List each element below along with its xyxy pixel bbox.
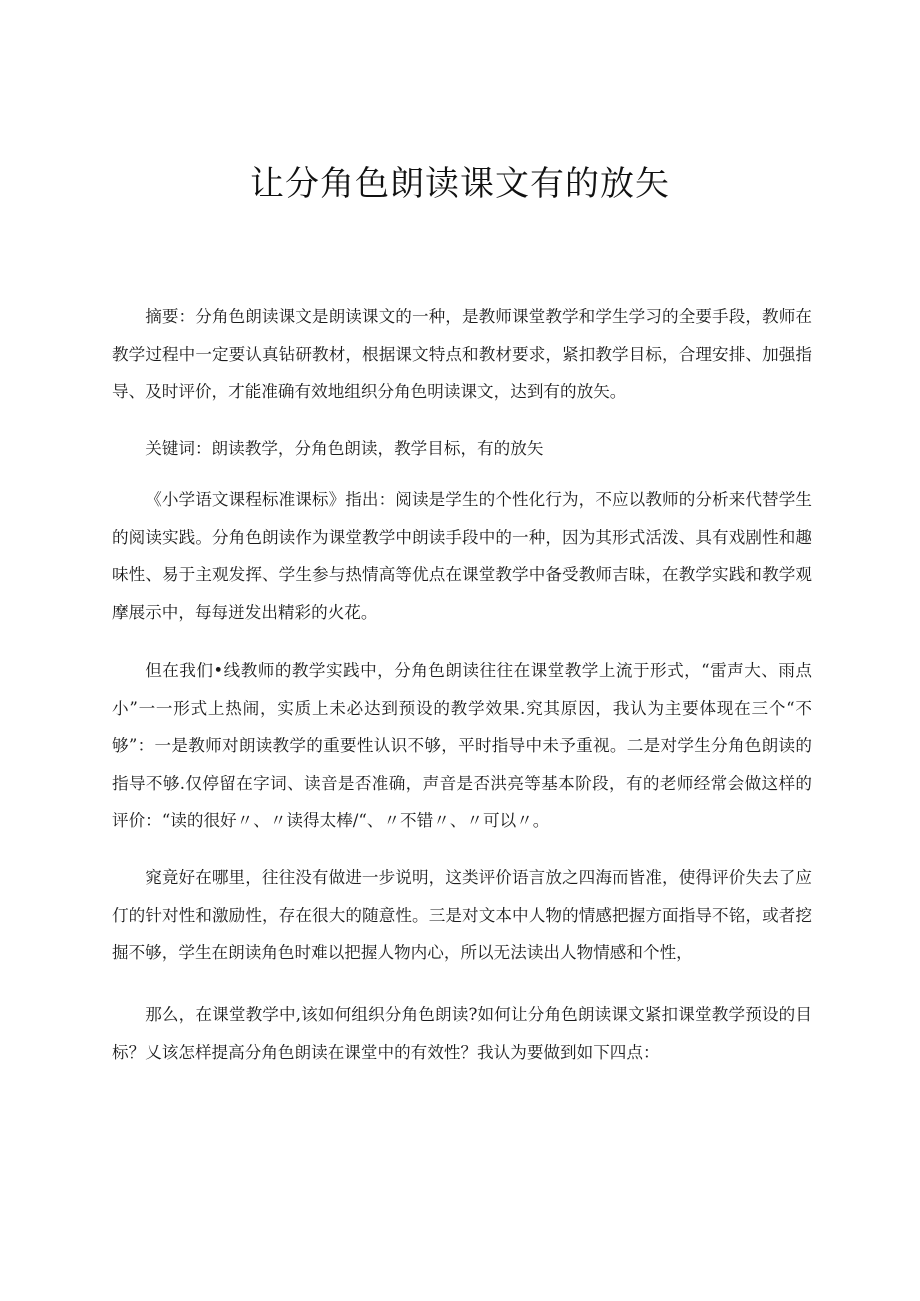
- body-paragraph-3: 窕竟好在哪里，往往没有做进一步说明，这类评价语言放之四海而皆准，使得评价失去了应仃的针对性和激励性，存在很大的随意性。三是对文本中人物的情感把握方面指导不铭，或者挖掘不够，学生在朗读角色时难以把握人物内心，所以无法读出人物情感和个性，: [112, 868, 812, 962]
- document-title: 让分角色朗读课文有的放矢: [250, 164, 670, 204]
- abstract-paragraph: 摘要：分角色朗读课文是朗读课文的一种，是教师课堂教学和学生学习的全要手段，教师在教学过程中一定要认真钻研教材，根据课文特点和教材要求，紧扣教学目标，合理安排、加强指导、及时评价，才能准确有效地组织分角色明读课文，达到有的放矢。: [112, 307, 812, 401]
- keywords-paragraph: 关键词：朗读教学，分角色朗读，教学目标，有的放矢: [145, 439, 544, 458]
- body-paragraph-4: 那么，在课堂教学中,该如何组织分角色朗读?如何让分角色朗读课文紧扣课堂教学预设的目标？乂该怎样提高分角色朗读在课堂中的有效性？我认为要做到如下四点：: [112, 1005, 812, 1062]
- body-paragraph-1: 《小学语文课程标准课标》指出：阅读是学生的个性化行为，不应以教师的分析来代替学生的阅读实践。分角色朗读作为课堂教学中朗读手段中的一种，因为其形式活泼、具有戏剧性和趣味性、易于主观发挥、学生参与热情高等优点在课堂教学中备受教师吉昧，在教学实践和教学观摩展示中，每每迸发出精彩的火花。: [112, 490, 812, 622]
- body-paragraph-2: 但在我们•线教师的教学实践中，分角色朗读往往在课堂教学上流于形式，“雷声大、雨点小”一一形式上热闹，实质上未必达到预设的教学效果.究其原因，我认为主要体现在三个“不够”：一是教师对朗读教学的重要性认识不够，平时指导中未予重视。二是对学生分角色朗读的指导不够.仅停留在字词、读音是否准确，声音是否洪亮等基本阶段，有的老师经常会做这样的评价：“读的很好〃、〃读得太棒/“、〃不错〃、〃可以〃。: [112, 661, 812, 830]
